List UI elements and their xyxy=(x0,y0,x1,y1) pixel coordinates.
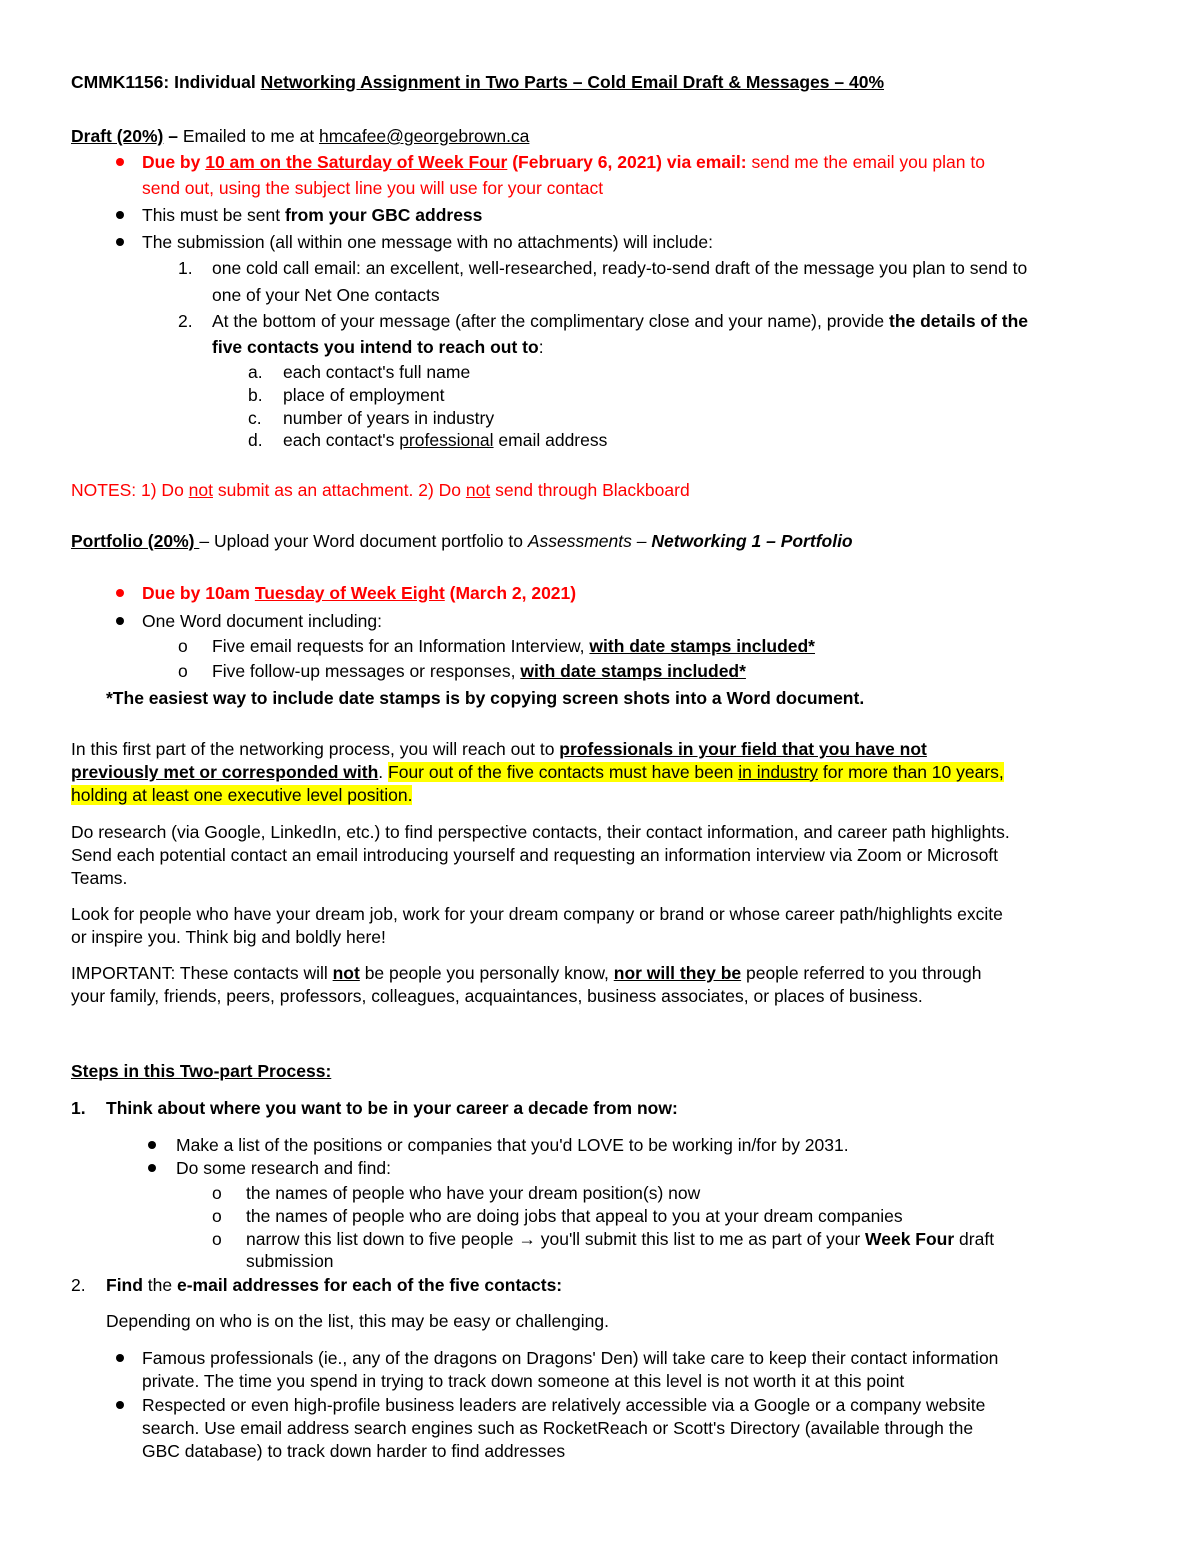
bullet-icon xyxy=(116,158,124,166)
step-number: 1. xyxy=(71,1098,86,1118)
sub-bullet-icon: o xyxy=(178,661,188,681)
paragraph-1-line-2: previously met or corresponded with. Four out of the five contacts must have been in industry for more than 10 years, xyxy=(71,762,1004,782)
bullet-icon xyxy=(116,1401,124,1409)
step-1-bullet-2: Do some research and find: xyxy=(176,1158,391,1178)
step-2-bullet-2: Respected or even high-profile business leaders are relatively accessible via a Google or a company website xyxy=(142,1395,986,1415)
sub-bullet-icon: o xyxy=(178,636,188,656)
list-number: 1. xyxy=(178,258,193,278)
step-2-bullet-1: Famous professionals (ie., any of the dragons on Dragons' Den) will take care to keep their contact information xyxy=(142,1348,999,1368)
list-letter: c. xyxy=(248,408,262,428)
steps-heading: Steps in this Two-part Process: xyxy=(71,1061,332,1081)
portfolio-item-2: Five follow-up messages or responses, with date stamps included* xyxy=(212,661,746,681)
step-2-intro: Depending on who is on the list, this may be easy or challenging. xyxy=(106,1311,609,1331)
list-item-1: one cold call email: an excellent, well-researched, ready-to-send draft of the message you plan to send to xyxy=(212,258,1028,278)
paragraph-1-line-1: In this first part of the networking process, you will reach out to professionals in your field that you have not xyxy=(71,739,927,759)
step-1-sub-3-cont: submission xyxy=(246,1251,334,1271)
list-letter: a. xyxy=(248,362,263,382)
bullet-icon xyxy=(116,617,124,625)
paragraph-2-line-3: Teams. xyxy=(71,868,128,888)
email-link[interactable]: hmcafee@georgebrown.ca xyxy=(319,126,530,146)
draft-submission-line: The submission (all within one message with no attachments) will include: xyxy=(142,232,713,252)
paragraph-2-line-2: Send each potential contact an email introducing yourself and requesting an information interview via Zoom or Microsoft xyxy=(71,845,999,865)
step-2-bullet-2-cont-2: GBC database) to track down harder to find addresses xyxy=(142,1441,566,1461)
bullet-icon xyxy=(148,1141,156,1149)
paragraph-4-line-2: your family, friends, peers, professors, colleagues, acquaintances, business associates, or places of business. xyxy=(71,986,923,1006)
step-2-bullet-2-cont: search. Use email address search engines such as RocketReach or Scott's Directory (available through the xyxy=(142,1418,974,1438)
step-number: 2. xyxy=(71,1275,86,1295)
sub-item-b: place of employment xyxy=(283,385,445,405)
portfolio-word-line: One Word document including: xyxy=(142,611,382,631)
step-1-sub-3: narrow this list down to five people → you'll submit this list to me as part of your Week Four draft xyxy=(246,1229,995,1249)
step-1-sub-1: the names of people who have your dream position(s) now xyxy=(246,1183,701,1203)
bullet-icon xyxy=(148,1164,156,1172)
paragraph-1-line-3: holding at least one executive level position. xyxy=(71,785,413,805)
sub-bullet-icon: o xyxy=(212,1229,222,1249)
paragraph-2-line-1: Do research (via Google, LinkedIn, etc.) to find perspective contacts, their contact information, and career path highlights. xyxy=(71,822,1010,842)
document-title: CMMK1156: Individual Networking Assignment in Two Parts – Cold Email Draft & Messages – 40% xyxy=(71,72,885,92)
sub-item-c: number of years in industry xyxy=(283,408,495,428)
date-stamp-note: *The easiest way to include date stamps is by copying screen shots into a Word document. xyxy=(106,688,865,708)
paragraph-3-line-1: Look for people who have your dream job, work for your dream company or brand or whose career path/highlights excite xyxy=(71,904,1003,924)
step-1-bullet-1: Make a list of the positions or companies that you'd LOVE to be working in/for by 2031. xyxy=(176,1135,849,1155)
sub-item-d: each contact's professional email address xyxy=(283,430,608,450)
bullet-icon xyxy=(116,238,124,246)
step-1-title: Think about where you want to be in your career a decade from now: xyxy=(106,1098,678,1118)
draft-due-line-2: send out, using the subject line you will use for your contact xyxy=(142,178,604,198)
portfolio-due-line: Due by 10am Tuesday of Week Eight (March 2, 2021) xyxy=(142,583,577,603)
draft-due-line: Due by 10 am on the Saturday of Week Four (February 6, 2021) via email: send me the email you plan to xyxy=(142,152,985,172)
list-item-2-cont: five contacts you intend to reach out to: xyxy=(212,337,544,357)
portfolio-item-1: Five email requests for an Information Interview, with date stamps included* xyxy=(212,636,815,656)
sub-bullet-icon: o xyxy=(212,1206,222,1226)
bullet-icon xyxy=(116,211,124,219)
sub-bullet-icon: o xyxy=(212,1183,222,1203)
bullet-icon xyxy=(116,589,124,597)
list-item-1-cont: one of your Net One contacts xyxy=(212,285,440,305)
step-2-title: Find the e-mail addresses for each of the five contacts: xyxy=(106,1275,563,1295)
sub-item-a: each contact's full name xyxy=(283,362,471,382)
list-letter: b. xyxy=(248,385,263,405)
list-item-2: At the bottom of your message (after the complimentary close and your name), provide the details of the xyxy=(212,311,1029,331)
list-number: 2. xyxy=(178,311,193,331)
paragraph-3-line-2: or inspire you. Think big and boldly here! xyxy=(71,927,386,947)
step-2-bullet-1-cont: private. The time you spend in trying to track down someone at this level is not worth it at this point xyxy=(142,1371,905,1391)
portfolio-heading-line: Portfolio (20%) – Upload your Word document portfolio to Assessments – Networking 1 – Portfolio xyxy=(71,531,853,551)
paragraph-4-line-1: IMPORTANT: These contacts will not be people you personally know, nor will they be people referred to you through xyxy=(71,963,982,983)
step-1-sub-2: the names of people who are doing jobs that appeal to you at your dream companies xyxy=(246,1206,903,1226)
draft-gbc-line: This must be sent from your GBC address xyxy=(142,205,483,225)
draft-heading-line: Draft (20%) – Emailed to me at hmcafee@georgebrown.ca xyxy=(71,126,530,146)
notes-line: NOTES: 1) Do not submit as an attachment. 2) Do not send through Blackboard xyxy=(71,480,690,500)
bullet-icon xyxy=(116,1354,124,1362)
list-letter: d. xyxy=(248,430,263,450)
